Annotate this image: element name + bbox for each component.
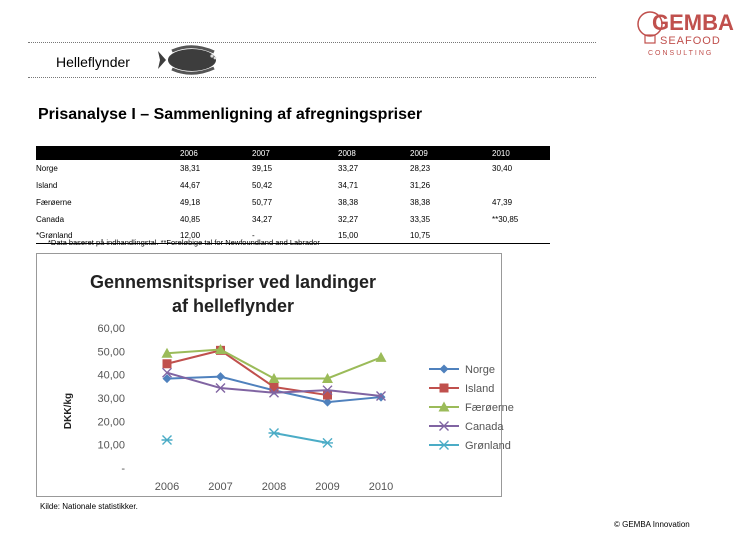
table-cell: *Grønland xyxy=(36,228,148,244)
x-tick-label: 2007 xyxy=(208,481,233,493)
table-row xyxy=(36,194,550,211)
data-point xyxy=(377,393,386,402)
data-point xyxy=(162,436,173,445)
data-point xyxy=(269,429,280,438)
top-divider xyxy=(28,42,596,43)
x-tick-label: 2008 xyxy=(261,481,287,493)
table-cell: 34,27 xyxy=(252,215,273,224)
table-cell: 34,71 xyxy=(338,181,359,190)
table-cell: 50,77 xyxy=(252,198,273,207)
table-header-cell: 2008 xyxy=(316,146,396,160)
table-cell: 38,38 xyxy=(338,198,359,207)
data-point xyxy=(440,365,449,374)
data-point xyxy=(439,441,450,450)
data-point xyxy=(216,372,225,381)
table-header-cell: 2007 xyxy=(236,146,316,160)
table-header-cell: 2010 xyxy=(480,146,550,160)
table-header-row xyxy=(36,146,550,160)
halibut-fish-icon xyxy=(158,44,230,76)
table-cell: 30,40 xyxy=(492,164,513,173)
table-cell: 28,23 xyxy=(410,164,431,173)
x-tick-label: 2006 xyxy=(154,481,180,493)
table-cell: 12,00 xyxy=(148,228,236,244)
x-tick-label: 2009 xyxy=(315,481,340,493)
chart-legend xyxy=(429,364,514,452)
table-cell: Island xyxy=(36,181,58,190)
y-tick-label: - xyxy=(121,463,125,475)
y-tick-label: 40,00 xyxy=(97,369,125,382)
legend-label: Norge xyxy=(465,364,495,376)
price-table xyxy=(36,146,550,244)
x-tick-label: 2010 xyxy=(368,481,394,493)
table-cell: 39,15 xyxy=(252,164,273,173)
series-line xyxy=(167,350,328,395)
table-row xyxy=(36,211,550,228)
table-cell: 10,75 xyxy=(396,228,480,244)
y-tick-label: 30,00 xyxy=(97,393,125,405)
chart-title: Gennemsnitspriser ved landinger xyxy=(89,272,377,292)
table-header-cell xyxy=(36,146,148,160)
table-cell: 44,67 xyxy=(180,181,201,190)
table-cell: 33,27 xyxy=(338,164,359,173)
table-header-cell: 2006 xyxy=(148,146,236,160)
table-cell: **30,85 xyxy=(492,215,519,224)
chart-series-layer xyxy=(162,344,387,447)
table-cell xyxy=(480,177,550,194)
data-point xyxy=(323,391,332,400)
logo-consulting-text: CONSULTING xyxy=(648,50,714,57)
data-point xyxy=(322,438,333,447)
y-tick-label: 20,00 xyxy=(97,416,125,429)
legend-label: Færøerne xyxy=(465,402,514,414)
chart-image xyxy=(36,253,514,497)
data-point xyxy=(163,359,172,368)
legend-label: Canada xyxy=(465,421,504,433)
table-cell: 31,26 xyxy=(410,181,431,190)
table-row xyxy=(36,177,550,194)
table-cell: 40,85 xyxy=(180,215,201,224)
gemba-logo xyxy=(634,4,734,68)
y-tick-label: 10,00 xyxy=(97,439,125,452)
copyright-note: © GEMBA Innovation xyxy=(614,520,690,529)
chart-title: af helleflynder xyxy=(171,296,295,316)
table-cell: 47,39 xyxy=(492,198,513,207)
data-point xyxy=(440,384,449,393)
series-line xyxy=(274,433,328,443)
table-cell: 38,31 xyxy=(180,164,201,173)
table-cell: 32,27 xyxy=(338,215,359,224)
table-cell: Canada xyxy=(36,215,65,224)
chart-axes xyxy=(97,323,393,493)
slide-title: Prisanalyse I – Sammenligning af afregningspriser xyxy=(38,106,423,123)
header-title: Helleflynder xyxy=(56,54,130,70)
data-point xyxy=(376,352,387,362)
table-cell: 33,35 xyxy=(410,215,431,224)
table-cell: 15,00 xyxy=(316,228,396,244)
table-cell: - xyxy=(236,228,316,244)
y-axis-label: DKK/kg xyxy=(63,392,74,430)
legend-label: Island xyxy=(465,383,495,395)
logo-seafood-text: SEAFOOD xyxy=(660,35,721,47)
table-cell: 50,42 xyxy=(252,181,273,190)
table-cell: Norge xyxy=(36,164,58,173)
y-tick-label: 60,00 xyxy=(97,323,125,335)
table-cell xyxy=(480,228,550,244)
y-tick-label: 50,00 xyxy=(97,346,125,359)
logo-brand-text: GEMBA xyxy=(652,10,734,35)
source-note: Kilde: Nationale statistikker. xyxy=(40,502,138,511)
table-cell: Færøerne xyxy=(36,198,72,207)
table-cell: 49,18 xyxy=(180,198,201,207)
line-chart xyxy=(37,254,514,496)
legend-label: Grønland xyxy=(465,440,511,452)
table-footnote: *Data baseret på indhandlingstal. **Foreløbige tal for Newfoundland and Labrador xyxy=(48,238,320,247)
header-divider xyxy=(28,77,596,78)
table-row xyxy=(36,160,550,177)
table-cell: 38,38 xyxy=(410,198,431,207)
table-header-cell: 2009 xyxy=(396,146,480,160)
